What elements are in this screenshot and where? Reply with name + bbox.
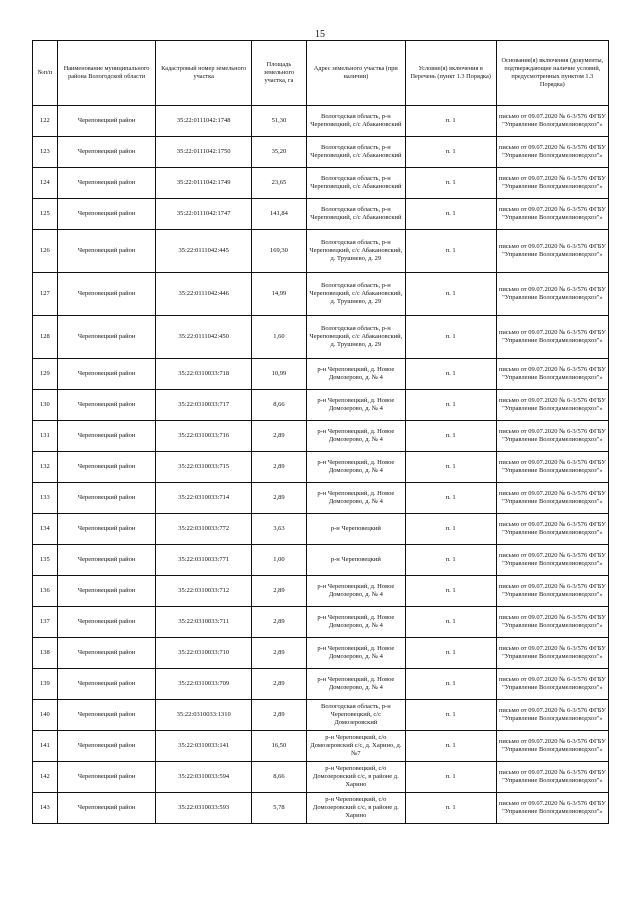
address-cell: Вологодская область, р-н Череповецкий, с/с Домозеровский [306,700,405,731]
land-plot-register-table [32,40,609,824]
area-cell: 51,30 [251,106,306,137]
table-header [33,41,609,106]
district-cell: Череповецкий район [57,421,156,452]
condition-cell: п. 1 [405,793,496,824]
address-cell: р-н Череповецкий, д. Новое Домозерово, д. № 4 [306,669,405,700]
row-number: 127 [33,273,58,316]
header-area: Площадь земельного участка, га [251,41,306,106]
basis-cell: письмо от 09.07.2020 № 6-3/576 ФГБУ "Управление Вологдамелиоводхоз"» [496,359,608,390]
row-number: 126 [33,230,58,273]
page-number: 15 [315,29,325,40]
basis-cell: письмо от 09.07.2020 № 6-3/576 ФГБУ "Управление Вологдамелиоводхоз"» [496,700,608,731]
cadastral-number-cell: 35:22:0310033:772 [156,514,251,545]
address-cell: р-н Череповецкий, д. Новое Домозерово, д. № 4 [306,607,405,638]
area-cell: 23,65 [251,168,306,199]
table-row [33,700,609,731]
header-district: Наименование муниципального района Вологодской области [57,41,156,106]
cadastral-number-cell: 35:22:0111042:1747 [156,199,251,230]
area-cell: 2,89 [251,700,306,731]
table-row [33,576,609,607]
address-cell: р-н Череповецкий, д. Новое Домозерово, д. № 4 [306,483,405,514]
table-body [33,106,609,824]
header-row [33,41,609,106]
condition-cell: п. 1 [405,700,496,731]
address-cell: Вологодская область, р-н Череповецкий, с/с Абакановский [306,168,405,199]
district-cell: Череповецкий район [57,731,156,762]
address-cell: Вологодская область, р-н Череповецкий, с/с Абакановский [306,106,405,137]
district-cell: Череповецкий район [57,168,156,199]
district-cell: Череповецкий район [57,793,156,824]
cadastral-number-cell: 35:22:0111042:450 [156,316,251,359]
district-cell: Череповецкий район [57,230,156,273]
basis-cell: письмо от 09.07.2020 № 6-3/576 ФГБУ "Управление Вологдамелиоводхоз"» [496,273,608,316]
area-cell: 8,66 [251,762,306,793]
row-number: 142 [33,762,58,793]
basis-cell: письмо от 09.07.2020 № 6-3/576 ФГБУ "Управление Вологдамелиоводхоз"» [496,390,608,421]
condition-cell: п. 1 [405,762,496,793]
area-cell: 2,89 [251,576,306,607]
row-number: 138 [33,638,58,669]
condition-cell: п. 1 [405,316,496,359]
condition-cell: п. 1 [405,669,496,700]
district-cell: Череповецкий район [57,669,156,700]
condition-cell: п. 1 [405,638,496,669]
basis-cell: письмо от 09.07.2020 № 6-3/576 ФГБУ "Управление Вологдамелиоводхоз"» [496,762,608,793]
basis-cell: письмо от 09.07.2020 № 6-3/576 ФГБУ "Управление Вологдамелиоводхоз"» [496,316,608,359]
area-cell: 16,50 [251,731,306,762]
cadastral-number-cell: 35:22:0310033:714 [156,483,251,514]
basis-cell: письмо от 09.07.2020 № 6-3/576 ФГБУ "Управление Вологдамелиоводхоз"» [496,483,608,514]
row-number: 134 [33,514,58,545]
cadastral-number-cell: 35:22:0111042:446 [156,273,251,316]
table-row [33,106,609,137]
table-row [33,273,609,316]
address-cell: Вологодская область, р-н Череповецкий, с/с Абакановский [306,137,405,168]
address-cell: р-н Череповецкий, д. Новое Домозерово, д. № 4 [306,390,405,421]
address-cell: р-н Череповецкий [306,545,405,576]
address-cell: р-н Череповецкий [306,514,405,545]
row-number: 143 [33,793,58,824]
table-row [33,793,609,824]
condition-cell: п. 1 [405,168,496,199]
district-cell: Череповецкий район [57,106,156,137]
address-cell: Вологодская область, р-н Череповецкий, с/с Абакановский, д. Трушнево, д. 29 [306,316,405,359]
cadastral-number-cell: 35:22:0310033:594 [156,762,251,793]
cadastral-number-cell: 35:22:0310033:710 [156,638,251,669]
basis-cell: письмо от 09.07.2020 № 6-3/576 ФГБУ "Управление Вологдамелиоводхоз"» [496,576,608,607]
row-number: 140 [33,700,58,731]
area-cell: 1,60 [251,316,306,359]
table-row [33,359,609,390]
condition-cell: п. 1 [405,359,496,390]
row-number: 124 [33,168,58,199]
table-row [33,545,609,576]
basis-cell: письмо от 09.07.2020 № 6-3/576 ФГБУ "Управление Вологдамелиоводхоз"» [496,137,608,168]
area-cell: 3,63 [251,514,306,545]
row-number: 135 [33,545,58,576]
row-number: 131 [33,421,58,452]
address-cell: р-н Череповецкий, д. Новое Домозерово, д. № 4 [306,421,405,452]
header-basis: Основание(я) включения (документы, подтверждающие наличие условий, предусмотренных пунктом 1.3 Порядка) [496,41,608,106]
address-cell: р-н Череповецкий, с/о Домозеровский с/с, д. Харино, д. №7 [306,731,405,762]
area-cell: 2,89 [251,452,306,483]
table-row [33,514,609,545]
address-cell: Вологодская область, р-н Череповецкий, с/с Абакановский, д. Трушнево, д. 29 [306,273,405,316]
row-number: 122 [33,106,58,137]
district-cell: Череповецкий район [57,700,156,731]
header-address: Адрес земельного участка (при наличии) [306,41,405,106]
header-num: №п/п [33,41,58,106]
basis-cell: письмо от 09.07.2020 № 6-3/576 ФГБУ "Управление Вологдамелиоводхоз"» [496,545,608,576]
condition-cell: п. 1 [405,545,496,576]
table-row [33,607,609,638]
condition-cell: п. 1 [405,273,496,316]
district-cell: Череповецкий район [57,316,156,359]
district-cell: Череповецкий район [57,514,156,545]
table-row [33,137,609,168]
condition-cell: п. 1 [405,483,496,514]
basis-cell: письмо от 09.07.2020 № 6-3/576 ФГБУ "Управление Вологдамелиоводхоз"» [496,731,608,762]
area-cell: 14,99 [251,273,306,316]
address-cell: р-н Череповецкий, д. Новое Домозерово, д. № 4 [306,638,405,669]
cadastral-number-cell: 35:22:0111042:1748 [156,106,251,137]
basis-cell: письмо от 09.07.2020 № 6-3/576 ФГБУ "Управление Вологдамелиоводхоз"» [496,199,608,230]
basis-cell: письмо от 09.07.2020 № 6-3/576 ФГБУ "Управление Вологдамелиоводхоз"» [496,452,608,483]
row-number: 132 [33,452,58,483]
basis-cell: письмо от 09.07.2020 № 6-3/576 ФГБУ "Управление Вологдамелиоводхоз"» [496,638,608,669]
basis-cell: письмо от 09.07.2020 № 6-3/576 ФГБУ "Управление Вологдамелиоводхоз"» [496,421,608,452]
cadastral-number-cell: 35:22:0310033:593 [156,793,251,824]
cadastral-number-cell: 35:22:0111042:1749 [156,168,251,199]
district-cell: Череповецкий район [57,762,156,793]
condition-cell: п. 1 [405,514,496,545]
table-row [33,669,609,700]
area-cell: 169,30 [251,230,306,273]
row-number: 133 [33,483,58,514]
basis-cell: письмо от 09.07.2020 № 6-3/576 ФГБУ "Управление Вологдамелиоводхоз"» [496,514,608,545]
district-cell: Череповецкий район [57,273,156,316]
cadastral-number-cell: 35:22:0111042:1750 [156,137,251,168]
district-cell: Череповецкий район [57,452,156,483]
cadastral-number-cell: 35:22:0310033:717 [156,390,251,421]
cadastral-number-cell: 35:22:0310033:711 [156,607,251,638]
cadastral-number-cell: 35:22:0111042:445 [156,230,251,273]
table-row [33,168,609,199]
address-cell: Вологодская область, р-н Череповецкий, с/с Абакановский, д. Трушнево, д. 29 [306,230,405,273]
table-row [33,421,609,452]
row-number: 128 [33,316,58,359]
address-cell: р-н Череповецкий, д. Новое Домозерово, д. № 4 [306,452,405,483]
table-row [33,316,609,359]
district-cell: Череповецкий район [57,359,156,390]
address-cell: р-н Череповецкий, с/о Домозеровский с/с, в районе д. Харино [306,793,405,824]
condition-cell: п. 1 [405,390,496,421]
area-cell: 2,89 [251,607,306,638]
district-cell: Череповецкий район [57,199,156,230]
area-cell: 5,78 [251,793,306,824]
row-number: 136 [33,576,58,607]
condition-cell: п. 1 [405,230,496,273]
cadastral-number-cell: 35:22:0310033:771 [156,545,251,576]
area-cell: 10,99 [251,359,306,390]
row-number: 139 [33,669,58,700]
cadastral-number-cell: 35:22:0310033:709 [156,669,251,700]
basis-cell: письмо от 09.07.2020 № 6-3/576 ФГБУ "Управление Вологдамелиоводхоз"» [496,669,608,700]
address-cell: Вологодская область, р-н Череповецкий, с/с Абакановский [306,199,405,230]
district-cell: Череповецкий район [57,607,156,638]
cadastral-number-cell: 35:22:0310033:715 [156,452,251,483]
address-cell: р-н Череповецкий, д. Новое Домозерово, д. № 4 [306,576,405,607]
table-row [33,762,609,793]
table-row [33,483,609,514]
row-number: 141 [33,731,58,762]
area-cell: 2,89 [251,421,306,452]
area-cell: 1,00 [251,545,306,576]
area-cell: 2,89 [251,483,306,514]
basis-cell: письмо от 09.07.2020 № 6-3/576 ФГБУ "Управление Вологдамелиоводхоз"» [496,106,608,137]
table-row [33,731,609,762]
cadastral-number-cell: 35:22:0310033:712 [156,576,251,607]
row-number: 137 [33,607,58,638]
basis-cell: письмо от 09.07.2020 № 6-3/576 ФГБУ "Управление Вологдамелиоводхоз"» [496,168,608,199]
row-number: 125 [33,199,58,230]
header-condition: Условие(я) включения в Перечень (пункт 1.3 Порядка) [405,41,496,106]
address-cell: р-н Череповецкий, с/о Домозеровский с/с, в районе д. Харино [306,762,405,793]
condition-cell: п. 1 [405,731,496,762]
row-number: 129 [33,359,58,390]
area-cell: 2,89 [251,669,306,700]
condition-cell: п. 1 [405,137,496,168]
table-row [33,638,609,669]
cadastral-number-cell: 35:22:0310033:1310 [156,700,251,731]
condition-cell: п. 1 [405,106,496,137]
table-row [33,230,609,273]
condition-cell: п. 1 [405,576,496,607]
condition-cell: п. 1 [405,199,496,230]
condition-cell: п. 1 [405,452,496,483]
table-row [33,390,609,421]
area-cell: 35,20 [251,137,306,168]
cadastral-number-cell: 35:22:0310033:718 [156,359,251,390]
table-row [33,199,609,230]
table-row [33,452,609,483]
basis-cell: письмо от 09.07.2020 № 6-3/576 ФГБУ "Управление Вологдамелиоводхоз"» [496,230,608,273]
district-cell: Череповецкий район [57,638,156,669]
area-cell: 141,84 [251,199,306,230]
district-cell: Череповецкий район [57,576,156,607]
condition-cell: п. 1 [405,421,496,452]
area-cell: 2,89 [251,638,306,669]
condition-cell: п. 1 [405,607,496,638]
district-cell: Череповецкий район [57,545,156,576]
header-cadastral: Кадастровый номер земельного участка [156,41,251,106]
row-number: 123 [33,137,58,168]
area-cell: 8,66 [251,390,306,421]
address-cell: р-н Череповецкий, д. Новое Домозерово, д. № 4 [306,359,405,390]
row-number: 130 [33,390,58,421]
district-cell: Череповецкий район [57,390,156,421]
cadastral-number-cell: 35:22:0310033:141 [156,731,251,762]
basis-cell: письмо от 09.07.2020 № 6-3/576 ФГБУ "Управление Вологдамелиоводхоз"» [496,793,608,824]
district-cell: Череповецкий район [57,137,156,168]
district-cell: Череповецкий район [57,483,156,514]
basis-cell: письмо от 09.07.2020 № 6-3/576 ФГБУ "Управление Вологдамелиоводхоз"» [496,607,608,638]
cadastral-number-cell: 35:22:0310033:716 [156,421,251,452]
